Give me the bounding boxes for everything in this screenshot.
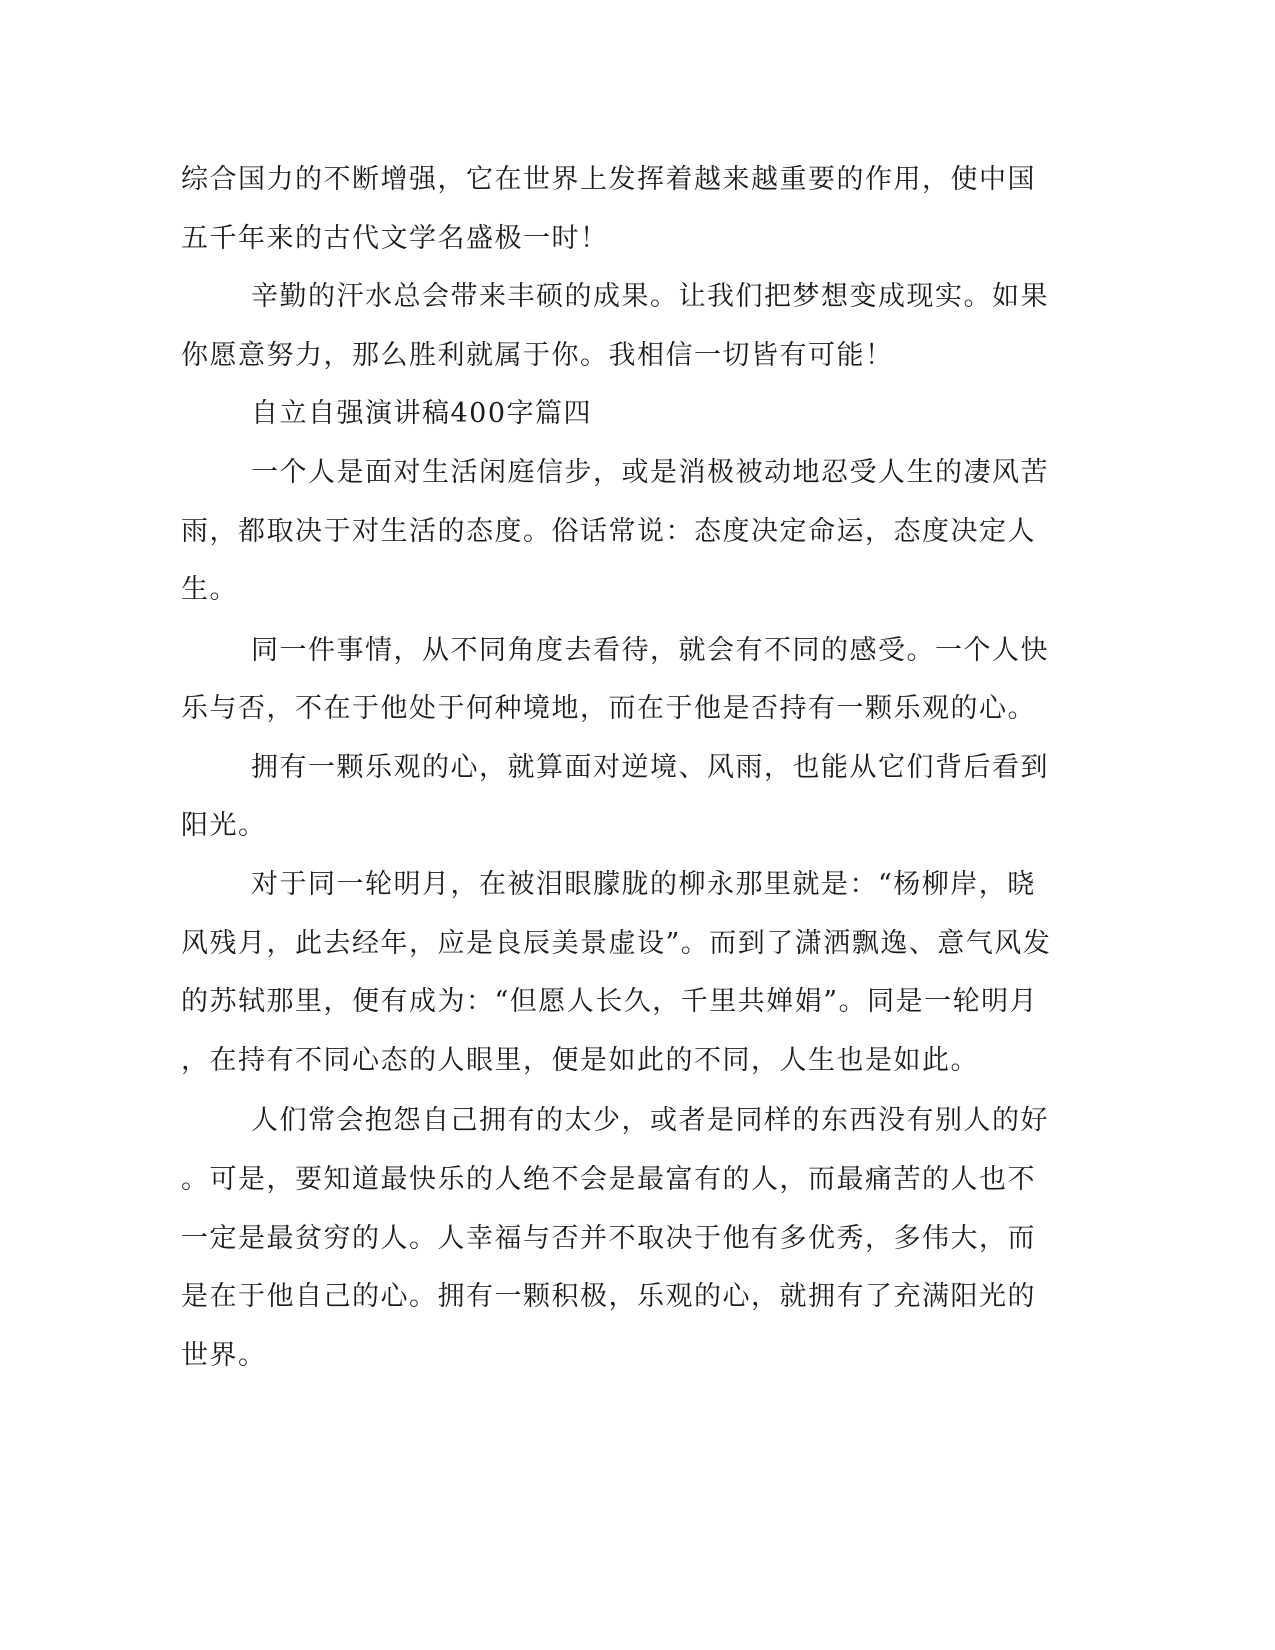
text-line: 。可是，要知道最快乐的人绝不会是最富有的人，而最痛苦的人也不 xyxy=(181,1164,1036,1195)
text-line: 阳光。 xyxy=(181,810,267,841)
paragraph-start: 同一件事情，从不同角度去看待，就会有不同的感受。一个人快 xyxy=(251,635,1049,666)
text-line: 你愿意努力，那么胜利就属于你。我相信一切皆有可能！ xyxy=(181,340,894,371)
paragraph-start: 对于同一轮明月，在被泪眼朦胧的柳永那里就是：“杨柳岸，晓 xyxy=(251,869,1036,900)
paragraph-start: 人们常会抱怨自己拥有的太少，或者是同样的东西没有别人的好 xyxy=(251,1105,1049,1136)
text-line: 是在于他自己的心。拥有一颗积极，乐观的心，就拥有了充满阳光的 xyxy=(181,1281,1036,1312)
text-line: 生。 xyxy=(181,574,238,605)
paragraph-start: 拥有一颗乐观的心，就算面对逆境、风雨，也能从它们背后看到 xyxy=(251,752,1049,783)
text-line: 风残月，此去经年，应是良辰美景虚设”。而到了潇洒飘逸、意气风发 xyxy=(181,928,1052,959)
section-heading: 自立自强演讲稿400字篇四 xyxy=(251,398,593,429)
paragraph-start: 辛勤的汗水总会带来丰硕的成果。让我们把梦想变成现实。如果 xyxy=(251,281,1049,312)
paragraph-start: 一个人是面对生活闲庭信步，或是消极被动地忍受人生的凄风苦 xyxy=(251,457,1049,488)
text-line: 乐与否，不在于他处于何种境地，而在于他是否持有一颗乐观的心。 xyxy=(181,693,1036,724)
text-line: 的苏轼那里，便有成为：“但愿人长久，千里共婵娟”。同是一轮明月 xyxy=(181,986,1039,1017)
text-line: 一定是最贫穷的人。人幸福与否并不取决于他有多优秀，多伟大，而 xyxy=(181,1223,1036,1254)
text-line: ，在持有不同心态的人眼里，便是如此的不同，人生也是如此。 xyxy=(181,1045,979,1076)
text-line: 五千年来的古代文学名盛极一时！ xyxy=(181,223,609,254)
text-line: 雨，都取决于对生活的态度。俗话常说：态度决定命运，态度决定人 xyxy=(181,516,1036,547)
text-line: 综合国力的不断增强，它在世界上发挥着越来越重要的作用，使中国 xyxy=(181,164,1036,195)
text-line: 世界。 xyxy=(181,1340,267,1371)
